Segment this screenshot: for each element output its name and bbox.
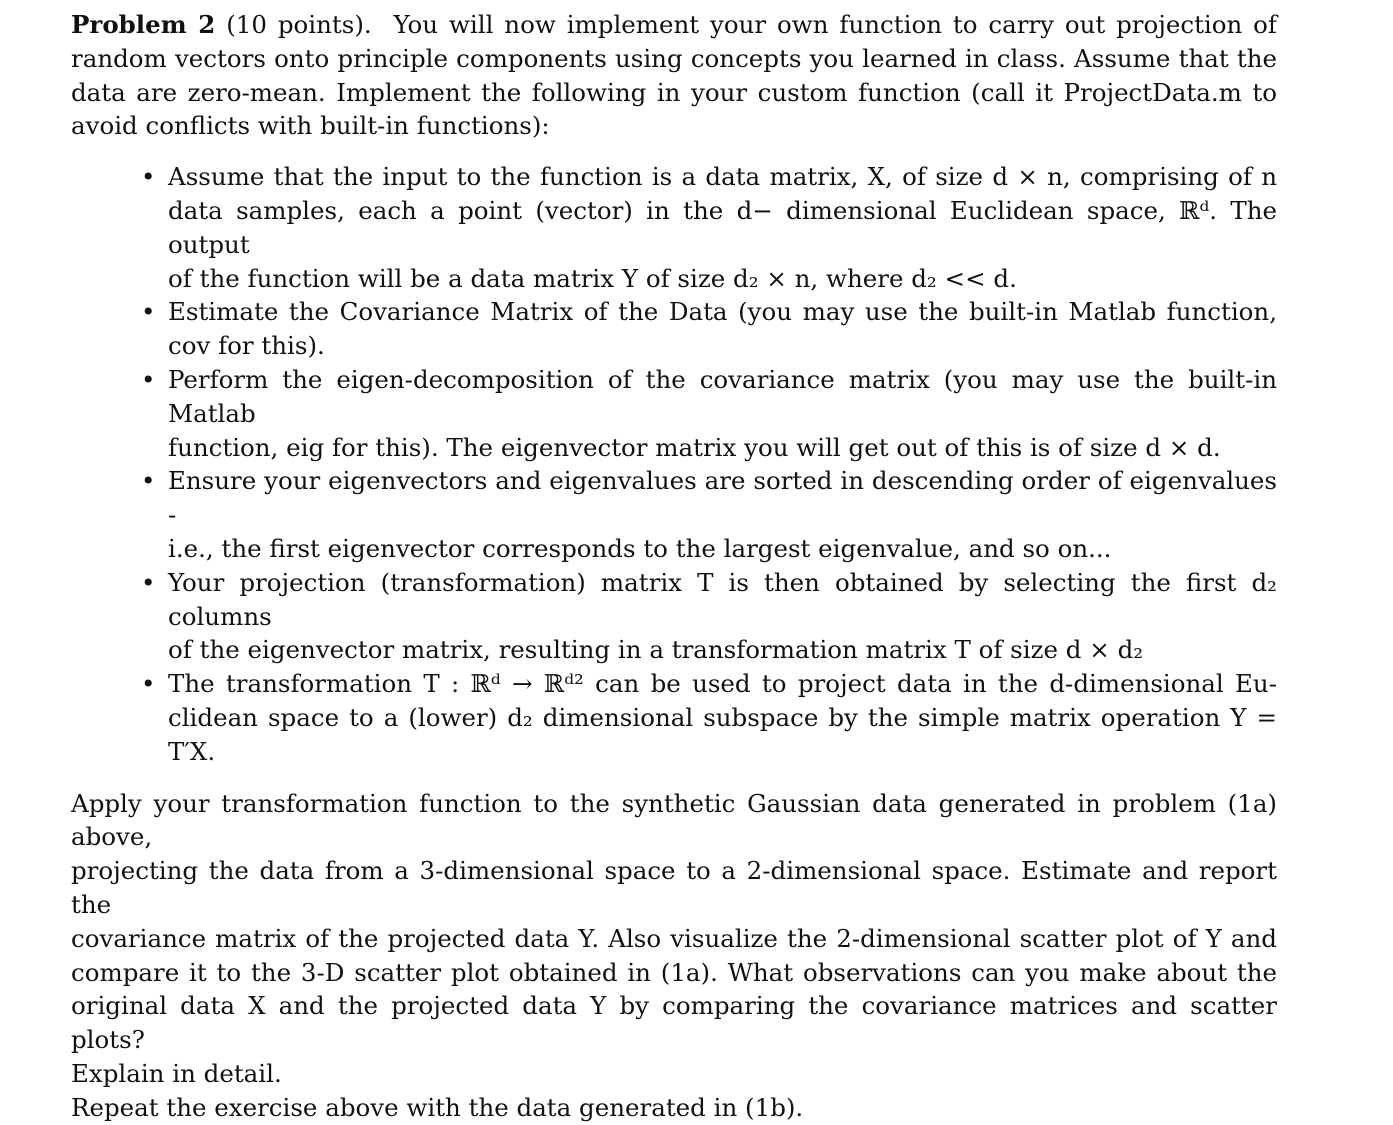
apply-paragraph: Apply your transformation function to the synthetic Gaussian data generated in problem (1a) above, projecting the data from a 3-dimensional space to a 2-dimensional space. Estimate and report the covariance matrix of the projected data Y. Also visualize the 2-dimensional scatter plot of Y and compare it to the 3-D scatter plot obtained in (1a). What observations can you make about the original data X and the projected data Y by comparing the covariance matrices and scatter plots? Explain in detail. [71,788,1277,1088]
repeat-paragraph: Repeat the exercise above with the data generated in (1b). [71,1092,804,1122]
problem-intro [71,8,1277,143]
list-item: • Estimate the Covariance Matrix of the Data (you may use the built-in Matlab function, cov for this). [141,297,1277,361]
bullet-icon: • [141,466,156,496]
list-item: • Your projection (transformation) matrix T is then obtained by selecting the first d₂ columns of the eigenvector matrix, resulting in a transformation matrix T of size d × d₂ [141,567,1277,665]
intro-line-4: avoid conflicts with built-in functions): [71,111,550,141]
problem-document [71,8,1277,1125]
list-item: • The transformation T : ℝᵈ → ℝᵈ² can be used to project data in the d-dimensional Eu- clidean space to a (lower) d₂ dimensional subspace by the simple matrix operation Y = T′X. [141,669,1277,766]
intro-line-3: data are zero-mean. Implement the following in your custom function (call it ProjectData.m to [71,77,1277,107]
bullet-icon: • [141,669,156,699]
intro-line-1: Problem 2 (10 points). You will now implement your own function to carry out projection of [71,10,1278,39]
instruction-list [71,160,1277,768]
list-item: • Assume that the input to the function is a data matrix, X, of size d × n, comprising of n data samples, each a point (vector) in the d− dimensional Euclidean space, ℝᵈ. The output of the function will be a data matrix Y of size d₂ × n, where d₂ << d. [141,162,1277,293]
bullet-icon: • [141,162,156,192]
intro-line-2: random vectors onto principle components using concepts you learned in class. Assume that the [71,43,1277,73]
problem-title: Problem 2 [71,10,216,39]
list-item: • Perform the eigen-decomposition of the covariance matrix (you may use the built-in Matlab function, eig for this). The eigenvector matrix you will get out of this is of size d × d. [141,364,1277,462]
list-item: • Ensure your eigenvectors and eigenvalues are sorted in descending order of eigenvalues - i.e., the first eigenvector corresponds to the largest eigenvalue, and so on... [141,466,1277,563]
bullet-icon: • [141,297,156,327]
problem-points: (10 points). [226,10,372,39]
bullet-icon: • [141,567,156,597]
bullet-icon: • [141,364,156,394]
